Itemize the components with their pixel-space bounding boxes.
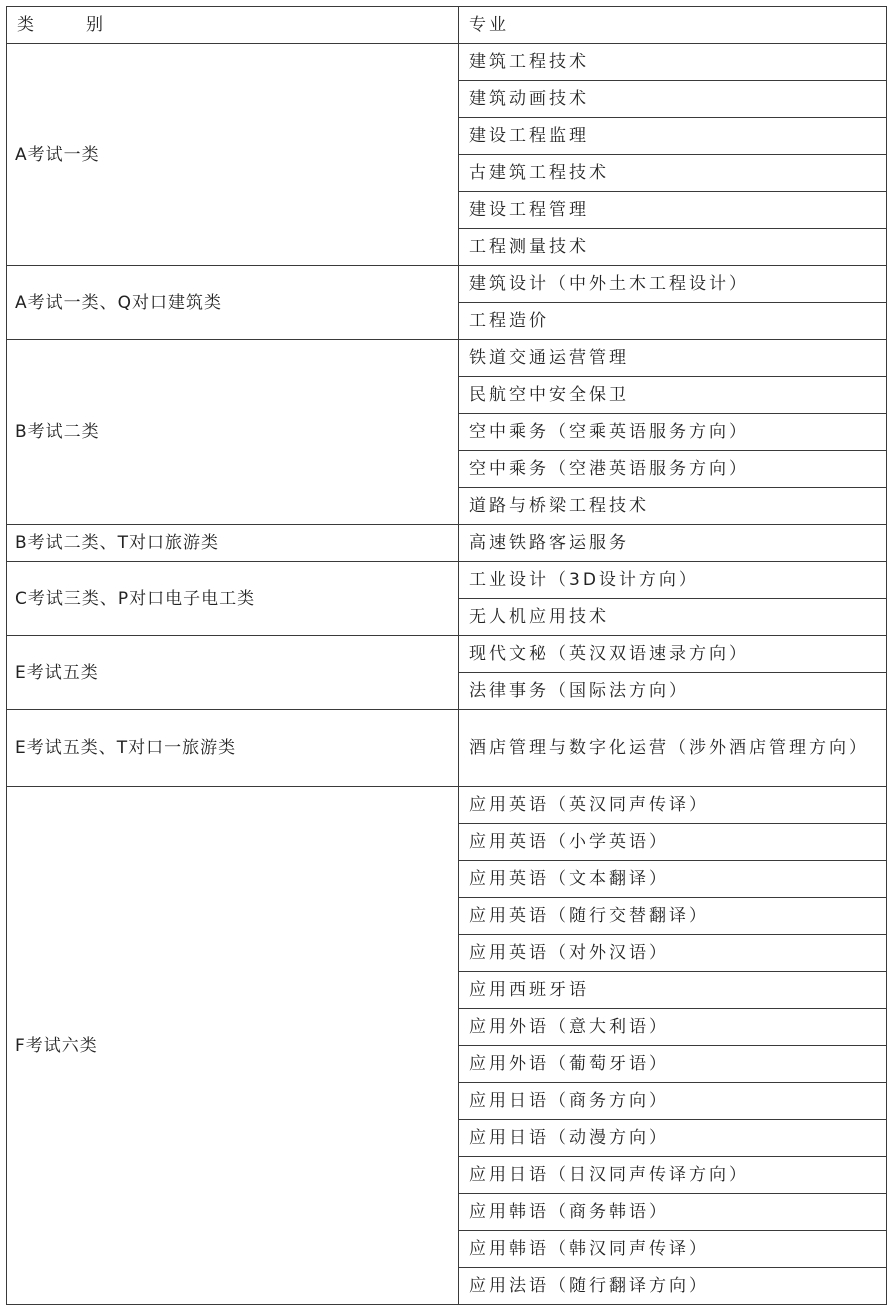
category-cell: C考试三类、P对口电子电工类 <box>7 562 459 636</box>
major-cell: 工程造价 <box>459 303 887 340</box>
header-category-char2: 别 <box>86 15 103 35</box>
table-row <box>7 266 887 303</box>
major-cell: 应用西班牙语 <box>459 972 887 1009</box>
category-cell: F考试六类 <box>7 787 459 1305</box>
category-cell: A考试一类、Q对口建筑类 <box>7 266 459 340</box>
header-major: 专业 <box>459 7 887 44</box>
major-cell: 建筑动画技术 <box>459 81 887 118</box>
major-cell: 现代文秘（英汉双语速录方向） <box>459 636 887 673</box>
major-cell: 工程测量技术 <box>459 229 887 266</box>
major-cell: 空中乘务（空港英语服务方向） <box>459 451 887 488</box>
category-cell: B考试二类 <box>7 340 459 525</box>
table-row <box>7 636 887 673</box>
major-cell: 民航空中安全保卫 <box>459 377 887 414</box>
header-category <box>7 7 459 44</box>
category-cell: E考试五类 <box>7 636 459 710</box>
major-cell: 古建筑工程技术 <box>459 155 887 192</box>
category-cell: E考试五类、T对口一旅游类 <box>7 710 459 787</box>
major-cell: 酒店管理与数字化运营（涉外酒店管理方向） <box>459 710 887 787</box>
major-cell: 应用外语（意大利语） <box>459 1009 887 1046</box>
major-cell: 建设工程监理 <box>459 118 887 155</box>
major-cell: 应用英语（随行交替翻译） <box>459 898 887 935</box>
major-cell: 应用韩语（韩汉同声传译） <box>459 1231 887 1268</box>
major-cell: 应用法语（随行翻译方向） <box>459 1268 887 1305</box>
table-row <box>7 44 887 81</box>
major-cell: 应用日语（商务方向） <box>459 1083 887 1120</box>
table-row <box>7 340 887 377</box>
major-cell: 应用外语（葡萄牙语） <box>459 1046 887 1083</box>
table-row <box>7 525 887 562</box>
major-cell: 无人机应用技术 <box>459 599 887 636</box>
major-cell: 应用英语（小学英语） <box>459 824 887 861</box>
table-row <box>7 710 887 787</box>
major-cell: 应用日语（日汉同声传译方向） <box>459 1157 887 1194</box>
major-cell: 应用英语（对外汉语） <box>459 935 887 972</box>
major-cell: 法律事务（国际法方向） <box>459 673 887 710</box>
category-cell: A考试一类 <box>7 44 459 266</box>
table-row <box>7 562 887 599</box>
major-cell: 空中乘务（空乘英语服务方向） <box>459 414 887 451</box>
major-cell: 应用日语（动漫方向） <box>459 1120 887 1157</box>
table-row <box>7 787 887 824</box>
major-cell: 应用英语（英汉同声传译） <box>459 787 887 824</box>
major-cell: 应用英语（文本翻译） <box>459 861 887 898</box>
major-cell: 工业设计（3D设计方向） <box>459 562 887 599</box>
header-row <box>7 7 887 44</box>
major-cell: 建筑工程技术 <box>459 44 887 81</box>
table-body <box>7 44 887 1305</box>
header-category-char1: 类 <box>17 15 34 35</box>
majors-table <box>6 6 887 1305</box>
major-cell: 建设工程管理 <box>459 192 887 229</box>
major-cell: 应用韩语（商务韩语） <box>459 1194 887 1231</box>
category-cell: B考试二类、T对口旅游类 <box>7 525 459 562</box>
major-cell: 高速铁路客运服务 <box>459 525 887 562</box>
major-cell: 道路与桥梁工程技术 <box>459 488 887 525</box>
major-cell: 铁道交通运营管理 <box>459 340 887 377</box>
major-cell: 建筑设计（中外土木工程设计） <box>459 266 887 303</box>
